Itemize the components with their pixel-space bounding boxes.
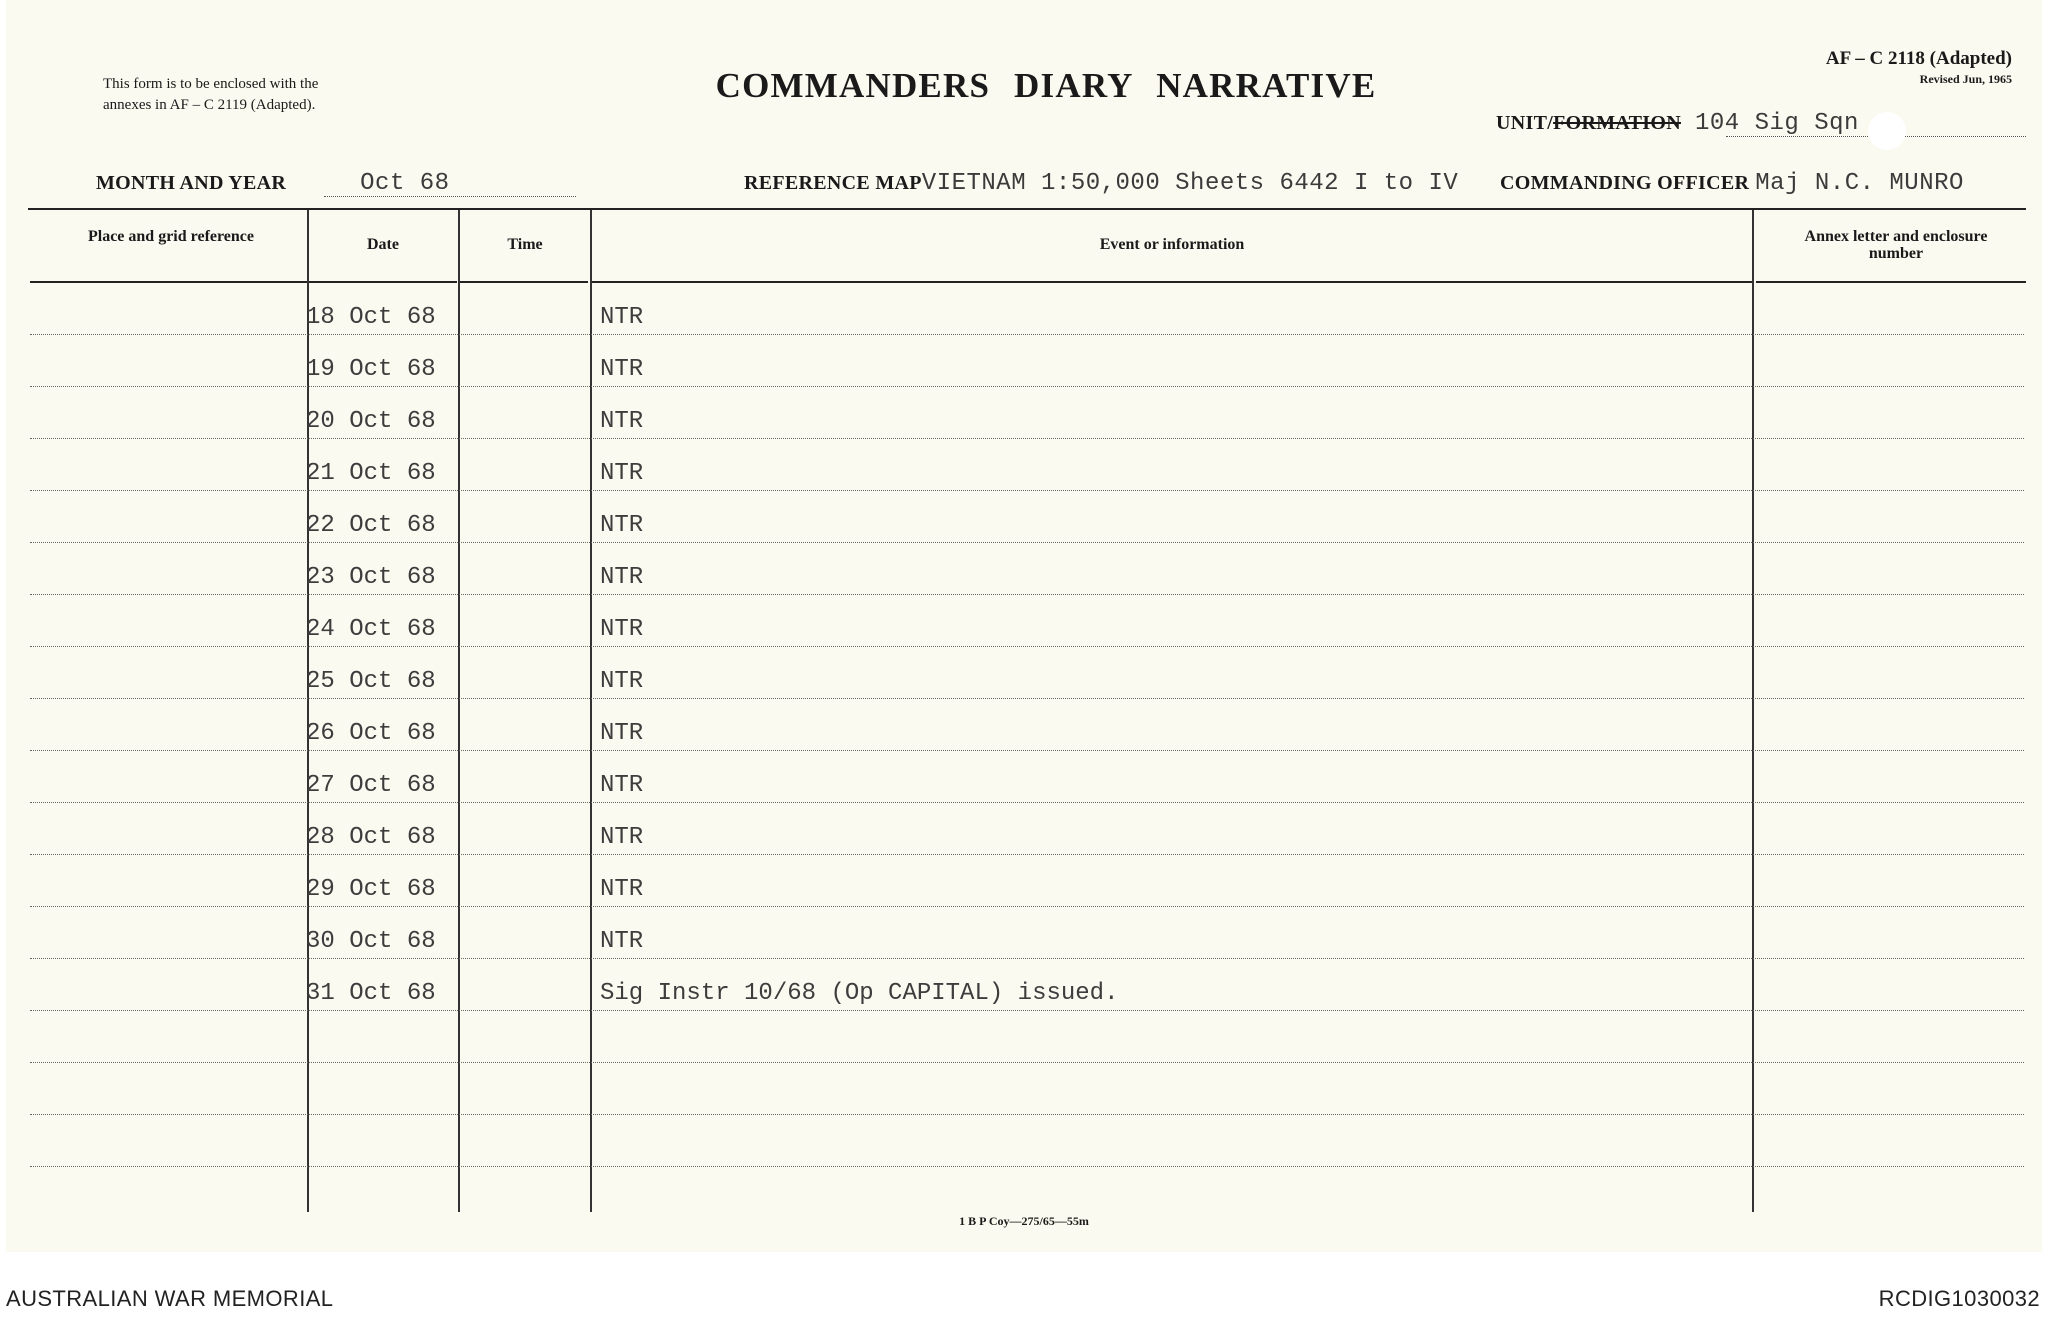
row-ruling xyxy=(30,646,2024,647)
row-date: 27 Oct 68 xyxy=(306,772,436,799)
month-year-field xyxy=(96,170,576,200)
page-title: COMMANDERS DIARY NARRATIVE xyxy=(715,66,1377,105)
row-ruling xyxy=(30,334,2024,335)
row-event: NTR xyxy=(600,876,644,903)
enclosure-note xyxy=(103,74,443,116)
row-event: Sig Instr 10/68 (Op CAPITAL) issued. xyxy=(600,980,1119,1007)
row-event: NTR xyxy=(600,668,644,695)
row-ruling xyxy=(30,958,2024,959)
unit-field xyxy=(1496,110,2026,140)
header-date: Date xyxy=(367,236,399,253)
reference-map-value: VIETNAM 1:50,000 Sheets 6442 I to IV xyxy=(921,170,1459,197)
formation-struck-label: FORMATION xyxy=(1553,112,1681,134)
reference-map-field xyxy=(744,170,1458,197)
row-ruling xyxy=(30,906,2024,907)
row-date: 21 Oct 68 xyxy=(306,460,436,487)
form-number-block xyxy=(1826,48,2012,87)
row-date: 22 Oct 68 xyxy=(306,512,436,539)
row-ruling xyxy=(30,386,2024,387)
commanding-officer-value: Maj N.C. MUNRO xyxy=(1755,170,1964,197)
archive-source: AUSTRALIAN WAR MEMORIAL xyxy=(6,1286,334,1311)
row-date: 26 Oct 68 xyxy=(306,720,436,747)
print-code: 1 B P Coy—275/65—55m xyxy=(959,1214,1089,1228)
row-date: 19 Oct 68 xyxy=(306,356,436,383)
form-revision: Revised Jun, 1965 xyxy=(1919,72,2012,86)
row-ruling xyxy=(30,542,2024,543)
row-date: 30 Oct 68 xyxy=(306,928,436,955)
table-top-rule xyxy=(28,208,2026,210)
row-ruling xyxy=(30,490,2024,491)
row-event: NTR xyxy=(600,564,644,591)
row-ruling xyxy=(30,594,2024,595)
row-event: NTR xyxy=(600,512,644,539)
row-event: NTR xyxy=(600,616,644,643)
row-event: NTR xyxy=(600,772,644,799)
unit-label: UNIT/FORMATION xyxy=(1496,112,1681,134)
row-ruling xyxy=(30,698,2024,699)
diary-form-page xyxy=(6,0,2042,1252)
row-ruling xyxy=(30,438,2024,439)
month-year-value: Oct 68 xyxy=(360,170,450,197)
row-ruling xyxy=(30,1114,2024,1115)
row-event: NTR xyxy=(600,304,644,331)
month-year-label: MONTH AND YEAR xyxy=(96,172,287,194)
row-ruling xyxy=(30,1166,2024,1167)
reference-map-label: REFERENCE MAP xyxy=(744,172,922,194)
header-rule-event xyxy=(592,281,1752,283)
row-event: NTR xyxy=(600,720,644,747)
header-time: Time xyxy=(507,236,543,253)
enclosure-note-line2: annexes in AF – C 2119 (Adapted). xyxy=(103,97,316,113)
row-ruling xyxy=(30,854,2024,855)
commanding-officer-field xyxy=(1500,170,1964,197)
row-ruling xyxy=(30,750,2024,751)
commanding-officer-label: COMMANDING OFFICER xyxy=(1500,172,1750,194)
header-rule-annex xyxy=(1756,281,2026,283)
row-ruling xyxy=(30,1062,2024,1063)
header-rule-time xyxy=(460,281,588,283)
header-rule-place xyxy=(30,281,312,283)
row-ruling xyxy=(30,802,2024,803)
header-place-grid-reference: Place and grid reference xyxy=(87,228,255,245)
row-ruling xyxy=(30,1010,2024,1011)
month-year-dotted-line xyxy=(324,196,576,197)
row-event: NTR xyxy=(600,928,644,955)
row-event: NTR xyxy=(600,460,644,487)
header-rule-date xyxy=(309,281,457,283)
row-event: NTR xyxy=(600,356,644,383)
row-event: NTR xyxy=(600,824,644,851)
row-date: 24 Oct 68 xyxy=(306,616,436,643)
enclosure-note-line1: This form is to be enclosed with the xyxy=(103,76,319,92)
row-date: 25 Oct 68 xyxy=(306,668,436,695)
row-date: 31 Oct 68 xyxy=(306,980,436,1007)
row-event: NTR xyxy=(600,408,644,435)
row-date: 23 Oct 68 xyxy=(306,564,436,591)
punch-hole xyxy=(1868,112,1906,150)
row-date: 20 Oct 68 xyxy=(306,408,436,435)
header-annex-enclosure: Annex letter and enclosure number xyxy=(1804,228,1988,262)
archive-id: RCDIG1030032 xyxy=(1878,1286,2040,1311)
row-date: 29 Oct 68 xyxy=(306,876,436,903)
header-event-information: Event or information xyxy=(1099,236,1245,253)
row-date: 28 Oct 68 xyxy=(306,824,436,851)
form-code: AF – C 2118 (Adapted) xyxy=(1825,48,2012,69)
row-date: 18 Oct 68 xyxy=(306,304,436,331)
unit-value: 104 Sig Sqn xyxy=(1694,110,1859,137)
